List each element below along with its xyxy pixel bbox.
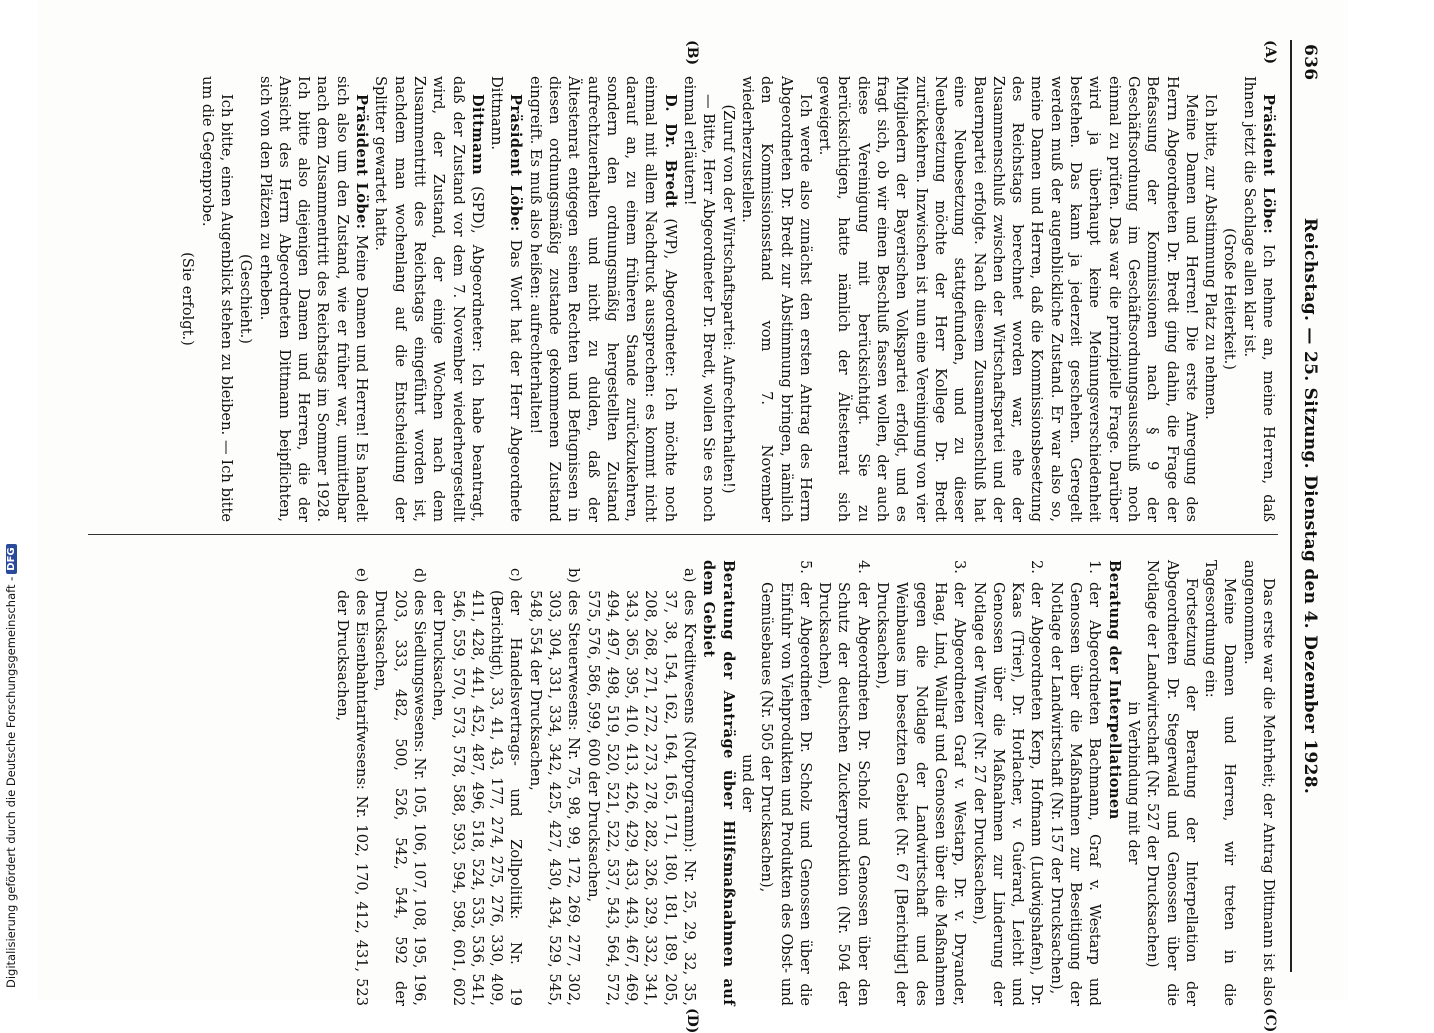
speech-text: (WP), Abgeordneter: Ich möchte noch einmal mit allem Nachdruck aussprechen: es kommt nicht darauf an, zu einem früheren Stande zurückzukehren, sondern den ordnungsmäßig hergestellten Zustand aufrechtzuerhalten und nicht zu dulden, daß der Ältestenrat entgegen seinen Rechten und Befugnissen in diesen ordnungsmäßig zustande gekommenen Zustand eingreift. Es muß also heißen: aufrechterhalten! [526, 76, 679, 522]
speech-text: Das Wort hat der Herr Abgeordnete Dittmann. [488, 76, 525, 523]
list-item [1046, 560, 1104, 1006]
interpellation-list [757, 560, 1104, 1006]
item-number: 2. [1028, 560, 1046, 574]
paragraph: Meine Damen und Herren! Die erste Anregung des Herrn Abgeordneten Dr. Bredt ging dahin, die Frage der Befassung der Kommissionen nach § 9 der Geschäftsordnung im Geschäftsordnungsausschuß noch einmal zu prüfen. Das war die prinzipielle Frage. Darüber wird ja überhaupt keine Meinungsverschiedenheit bestehen. Das kann ja jederzeit geschehen. Geregelt werden muß der augenblickliche Zustand. Er war also so, meine Damen und Herren, daß die Kommissionsbesetzung des Reichstags berechnet worden war, ehe der Zusammenschluß zwischen der Wirtschaftspartei und der Bauernpartei erfolgte. Nach diesem Zusammenschluß hat eine Neubesetzung stattgefunden, und zu dieser Neubesetzung möchte der Herr Kollege Dr. Bredt zurückkehren. Inzwischen ist nun eine Vereinigung von vier Mitgliedern der Bayerischen Volkspartei erfolgt, und es fragt sich, ob wir einen Beschluß fassen wollen, der auch diese Vereinigung mit berücksichtigt. Sie zu berücksichtigen, hatte nämlich der Ältestenrat sich geweigert. [816, 76, 1200, 522]
paragraph: Ich bitte, einen Augenblick stehen zu bleiben. — Ich bitte um die Gegenprobe. [198, 76, 235, 522]
item-text: der Abgeordneten Dr. Scholz und Genossen über den Schutz der deutschen Zuckerproduktion (Nr. 504 der Drucksachen), [816, 582, 872, 1006]
reaction: (Geschieht.) [237, 254, 255, 344]
document-page [38, 0, 1348, 1033]
item-text: des Kreditwesens (Notprogramm): Nr. 25, 29, 32, 35, 37, 38, 154, 162, 164, 165, 171, 180, 181, 189, 205, 208, 268, 271, 272, 273, 278, 282, 326, 329, 332, 341, 343, 365, 395, 410, 413, 426, 429, 433, 443, 467, 469, 494, 497, 498, 519, 520, 521, 522, 537, 543, 564, 572, 575, 576, 586, 599, 600 der Drucksachen, [584, 590, 699, 1006]
column-divider [88, 534, 1278, 535]
paragraph [255, 76, 371, 522]
connector-text: in Verbindung mit der [1124, 701, 1142, 865]
running-title: Reichstag. — 25. Sitzung. Dienstag den 4. Dezember 1928. [1300, 217, 1320, 795]
speaker-name: D. Dr. Bredt [661, 94, 679, 209]
item-text: der Abgeordneten Graf v. Westarp, Dr. v. Dryander, Haag, Lind, Wallraf und Genossen über die Maßnahmen gegen die Notlage der Landwirtschaft und des Weinbaues im besetzten Gebiet (Nr. 67 [Berichtigt] der Drucksachen), [874, 582, 969, 1006]
paragraph: Ich bitte, zur Abstimmung Platz zu nehmen. [1202, 94, 1220, 420]
margin-mark-b: (B) [684, 40, 700, 66]
motions-list [332, 560, 699, 1006]
section-heading: Beratung der Anträge über Hilfsmaßnahmen auf dem Gebiet [700, 560, 737, 1006]
list-item [525, 560, 583, 1006]
side-strip [0, 0, 36, 1000]
paragraph: Fortsetzung der Beratung der Interpellation der Abgeordneten Dr. Stegerwald und Genossen über die Notlage der Landwirtschaft (Nr. 527 der Drucksachen) [1144, 560, 1200, 1006]
page-header [1290, 40, 1326, 972]
reaction: (Sie erfolgt.) [179, 252, 197, 346]
paragraph [1239, 76, 1278, 522]
list-item [815, 560, 873, 1006]
item-letter: c) [507, 568, 525, 582]
item-number: 5. [796, 560, 814, 574]
margin-mark-a: (A) [1262, 40, 1278, 65]
item-text: des Siedlungswesens: Nr. 105, 106, 107, 108, 195, 196, 203, 333, 482, 500, 526, 542, 544, 592 der Drucksachen, [372, 590, 428, 1006]
speaker-name: Präsident Löbe: [353, 94, 371, 230]
item-number: 4. [854, 560, 872, 574]
paragraph: Meine Damen und Herren, wir treten in die Tagesordnung ein: [1202, 560, 1239, 1006]
item-text: der Abgeordneten Dr. Scholz und Genossen über die Einfuhr von Viehprodukten und Produkten des Obst- und Gemüsebaues (Nr. 505 der Drucksachen), [758, 582, 814, 1006]
list-item [969, 560, 1046, 1006]
speaker-name: Präsident Löbe: [507, 94, 525, 232]
margin-mark-d: (D) [684, 1008, 700, 1033]
item-text: der Abgeordneten Bachmann, Graf v. Westarp und Genossen über die Maßnahmen zur Beseitigung der Notlage der Landwirtschaft (Nr. 157 der Drucksachen), [1047, 582, 1104, 1006]
left-column [178, 76, 1278, 522]
paragraph: — Bitte, Herr Abgeordneter Dr. Bredt, wollen Sie es noch einmal erläutern! [681, 76, 718, 522]
item-number: 1. [1086, 560, 1104, 574]
speech-text: Ich nehme an, meine Herren, daß Ihnen jetzt die Sachlage allen klar ist. [1240, 76, 1277, 523]
section-heading: Beratung der Interpellationen [1105, 560, 1123, 820]
paragraph [525, 76, 679, 522]
item-letter: e) [353, 568, 371, 583]
item-letter: b) [565, 568, 583, 584]
item-text: der Handelsvertrags- und Zollpolitik: Nr. 19 (Berichtigt), 33, 41, 43, 177, 274, 275, 276, 330, 409, 411, 428, 441, 452, 487, 496, 518, 524, 535, 536, 541, 546, 559, 570, 573, 578, 588, 593, 594, 598, 601, 602 der Drucksachen, [430, 590, 525, 1006]
speaker-name: Präsident Löbe: [1260, 94, 1277, 235]
speech-text: (SPD), Abgeordneter: Ich habe beantragt, daß der Zustand vor dem 7. November wiederhergestellt wird, der Zustand, der einige Wochen nach dem Zusammentritt des Reichstags eingeführt worden ist, nachdem man wochenlang auf die Entscheidung der Splitter gewartet hatte. [372, 76, 486, 523]
margin-mark-c: (C) [1262, 1008, 1278, 1033]
speaker-name: Dittmann [468, 94, 486, 176]
funding-note-text: Digitalisierung gefördert durch die Deutsche Forschungsgemeinschaft - [4, 576, 18, 988]
reaction: (Zuruf von der Wirtschaftspartei: Aufrechterhalten!) [719, 104, 737, 494]
paragraph: Das erste war die Mehrheit; der Antrag Dittmann ist also angenommen. [1240, 560, 1277, 1006]
right-column [332, 560, 1278, 1006]
list-item [429, 560, 525, 1006]
paragraph: Ich werde also zunächst den ersten Antrag des Herrn Abgeordneten Dr. Bredt zur Abstimmung bringen, nämlich den Kommissionsstand vom 7. November wiederherzustellen. [738, 76, 814, 522]
item-letter: a) [681, 568, 699, 583]
item-text: des Eisenbahntarifwesens: Nr. 102, 170, 412, 431, 523 der Drucksachen, [333, 590, 371, 1006]
paragraph [487, 76, 526, 522]
list-item [583, 560, 699, 1006]
text-columns [80, 40, 1290, 1033]
reaction: (Große Heiterkeit.) [1221, 228, 1239, 370]
list-item [371, 560, 429, 1006]
item-text: des Steuerwesens: Nr. 75, 98, 99, 172, 269, 277, 302, 303, 304, 331, 334, 342, 425, 427, 430, 434, 529, 545, 548, 554 der Drucksachen, [526, 590, 583, 1006]
connector-text: und der [738, 754, 756, 812]
funding-note [2, 0, 20, 1000]
list-item [757, 560, 815, 1006]
item-letter: d) [410, 568, 428, 584]
speech-text: Meine Damen und Herren! Es handelt sich also um den Zustand, wie er früher war, unmittelbar nach dem Zusammentritt des Reichstags im Sommer 1928. Ich bitte also diejenigen Damen und Herren, die der Ansicht des Herrn Abgeordneten Dittmann beipflichten, sich von den Plätzen zu erheben. [256, 76, 371, 523]
list-item [332, 560, 371, 1006]
page-number: 636 [1300, 44, 1320, 81]
dfg-logo: DFG [6, 544, 17, 573]
paragraph [371, 76, 487, 522]
list-item [873, 560, 969, 1006]
item-text: der Abgeordneten Kerp, Hofmann (Ludwigshafen), Dr. Kaas (Trier), Dr. Horlacher, v. Guérard, Leicht und Genossen über die Maßnahmen zur Linderung der Notlage der Winzer (Nr. 27 der Drucksachen), [970, 582, 1046, 1006]
item-number: 3. [951, 560, 969, 574]
